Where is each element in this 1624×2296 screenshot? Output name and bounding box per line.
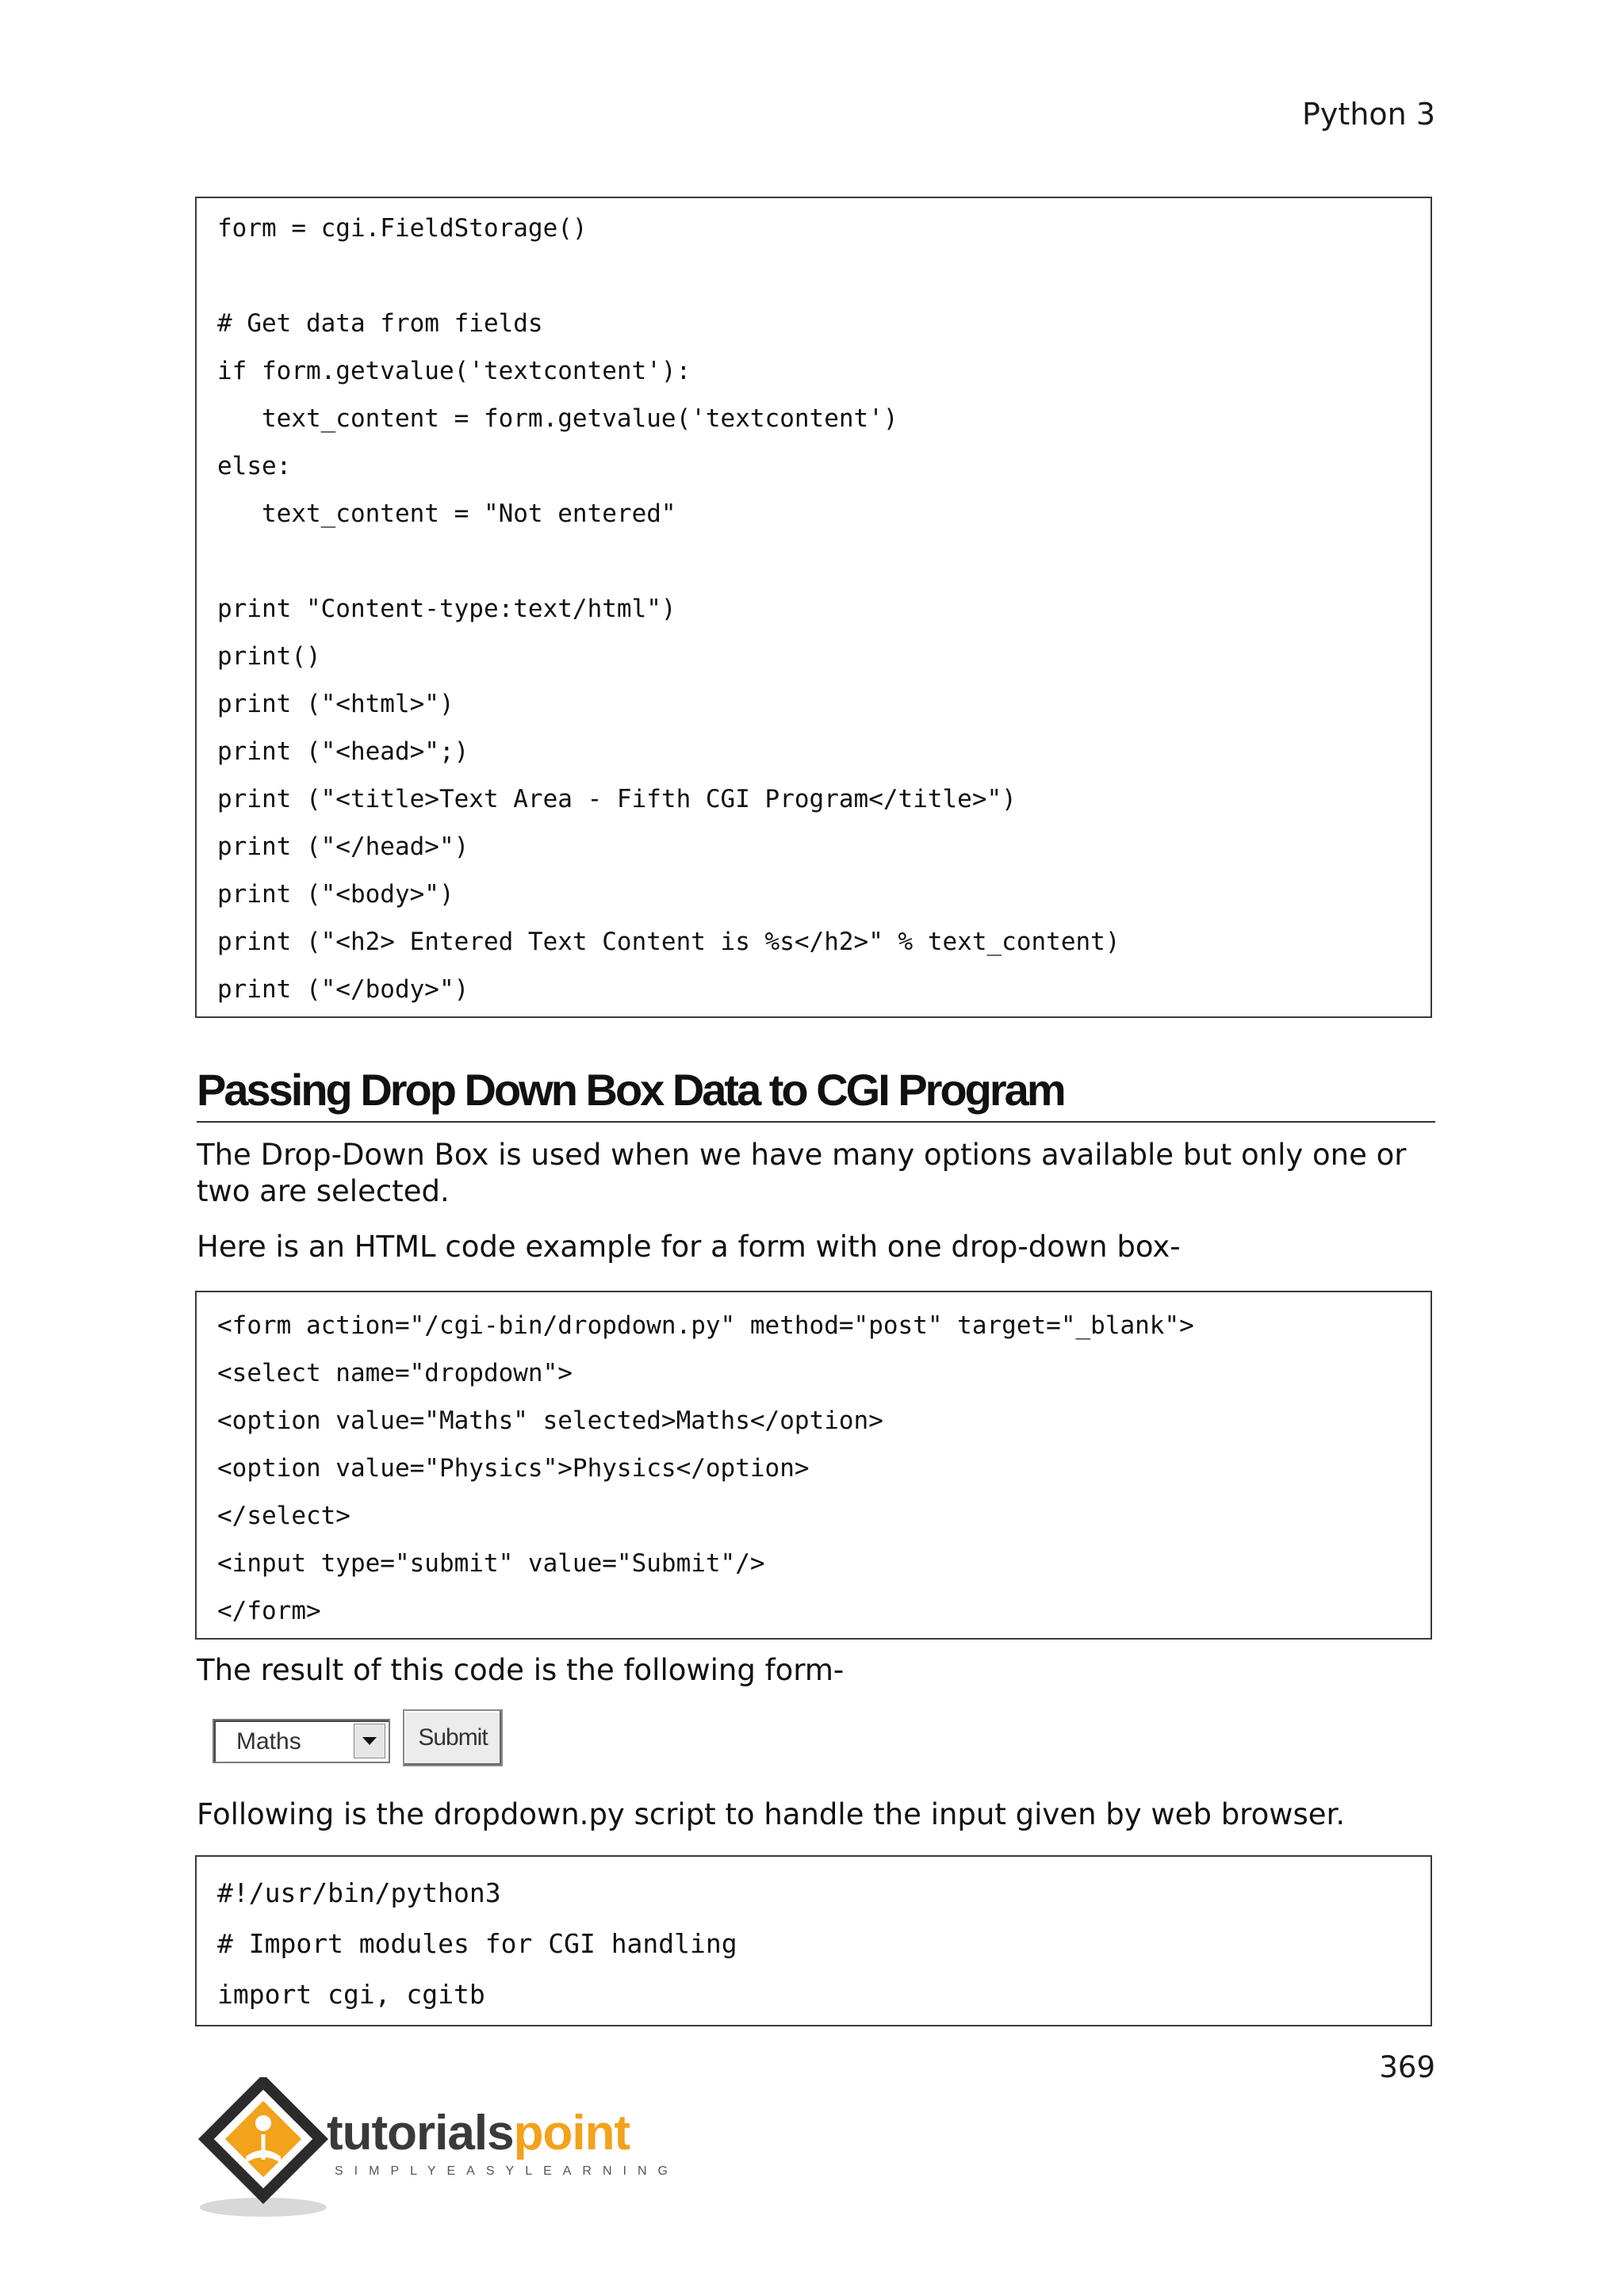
code-line: #!/usr/bin/python3 xyxy=(217,1877,501,1908)
code-line: else: xyxy=(217,452,292,480)
code-block-text-area-script xyxy=(195,197,1432,1018)
code-line: print() xyxy=(217,642,321,671)
code-line: print "Content-type:text/html") xyxy=(217,595,676,623)
code-block-html-form xyxy=(195,1291,1432,1640)
page-number: 369 xyxy=(1379,2050,1435,2084)
code-line: <option value="Physics">Physics</option> xyxy=(217,1454,810,1483)
code-line: # Import modules for CGI handling xyxy=(217,1928,737,1959)
code-line: <select name="dropdown"> xyxy=(217,1359,573,1387)
running-header: Python 3 xyxy=(1302,97,1435,132)
code-line: </form> xyxy=(217,1597,321,1625)
code-line: </select> xyxy=(217,1502,350,1530)
code-line: form = cgi.FieldStorage() xyxy=(217,214,588,243)
chevron-down-icon[interactable] xyxy=(354,1724,385,1758)
code-line: print ("</head>") xyxy=(217,832,469,861)
code-block-dropdown-script xyxy=(195,1855,1432,2026)
body-paragraph: Here is an HTML code example for a form with one drop-down box- xyxy=(197,1230,1181,1264)
dropdown-selected-value: Maths xyxy=(236,1728,301,1755)
tutorialspoint-logo xyxy=(193,2077,679,2220)
code-line: # Get data from fields xyxy=(217,309,543,338)
code-line: import cgi, cgitb xyxy=(217,1979,485,2010)
code-line: print ("<head>";) xyxy=(217,737,469,766)
code-line: print ("<h2> Entered Text Content is %s</h2>" % text_content) xyxy=(217,928,1120,956)
logo-word-tutorials: tutorials xyxy=(327,2106,514,2160)
code-line xyxy=(217,538,1410,585)
code-line: text_content = form.getvalue('textcontent') xyxy=(217,404,898,433)
code-line: print ("</body>") xyxy=(217,975,469,1004)
code-line: <input type="submit" value="Submit"/> xyxy=(217,1549,765,1578)
code-line xyxy=(217,252,1410,300)
tutorialspoint-logo-icon xyxy=(193,2077,336,2220)
body-paragraph: The Drop-Down Box is used when we have many options available but only one or two are selected. xyxy=(197,1138,1407,1208)
code-line: if form.getvalue('textcontent'): xyxy=(217,357,691,385)
code-line: print ("<html>") xyxy=(217,690,454,718)
logo-tagline: SIMPLYEASYLEARNING xyxy=(335,2164,679,2178)
logo-wordmark xyxy=(327,2106,630,2161)
body-paragraph: Following is the dropdown.py script to handle the input given by web browser. xyxy=(197,1797,1346,1831)
code-line: <form action="/cgi-bin/dropdown.py" method="post" target="_blank"> xyxy=(217,1311,1194,1340)
code-line: <option value="Maths" selected>Maths</option> xyxy=(217,1406,883,1435)
code-line: text_content = "Not entered" xyxy=(217,499,676,528)
code-line: print ("<body>") xyxy=(217,880,454,909)
subject-dropdown[interactable] xyxy=(213,1719,390,1763)
logo-word-point: point xyxy=(513,2106,630,2160)
submit-button[interactable]: Submit xyxy=(403,1709,503,1766)
section-heading: Passing Drop Down Box Data to CGI Program xyxy=(197,1062,1435,1123)
body-paragraph: The result of this code is the following form- xyxy=(197,1653,845,1687)
code-line: print ("<title>Text Area - Fifth CGI Program</title>") xyxy=(217,785,1017,813)
